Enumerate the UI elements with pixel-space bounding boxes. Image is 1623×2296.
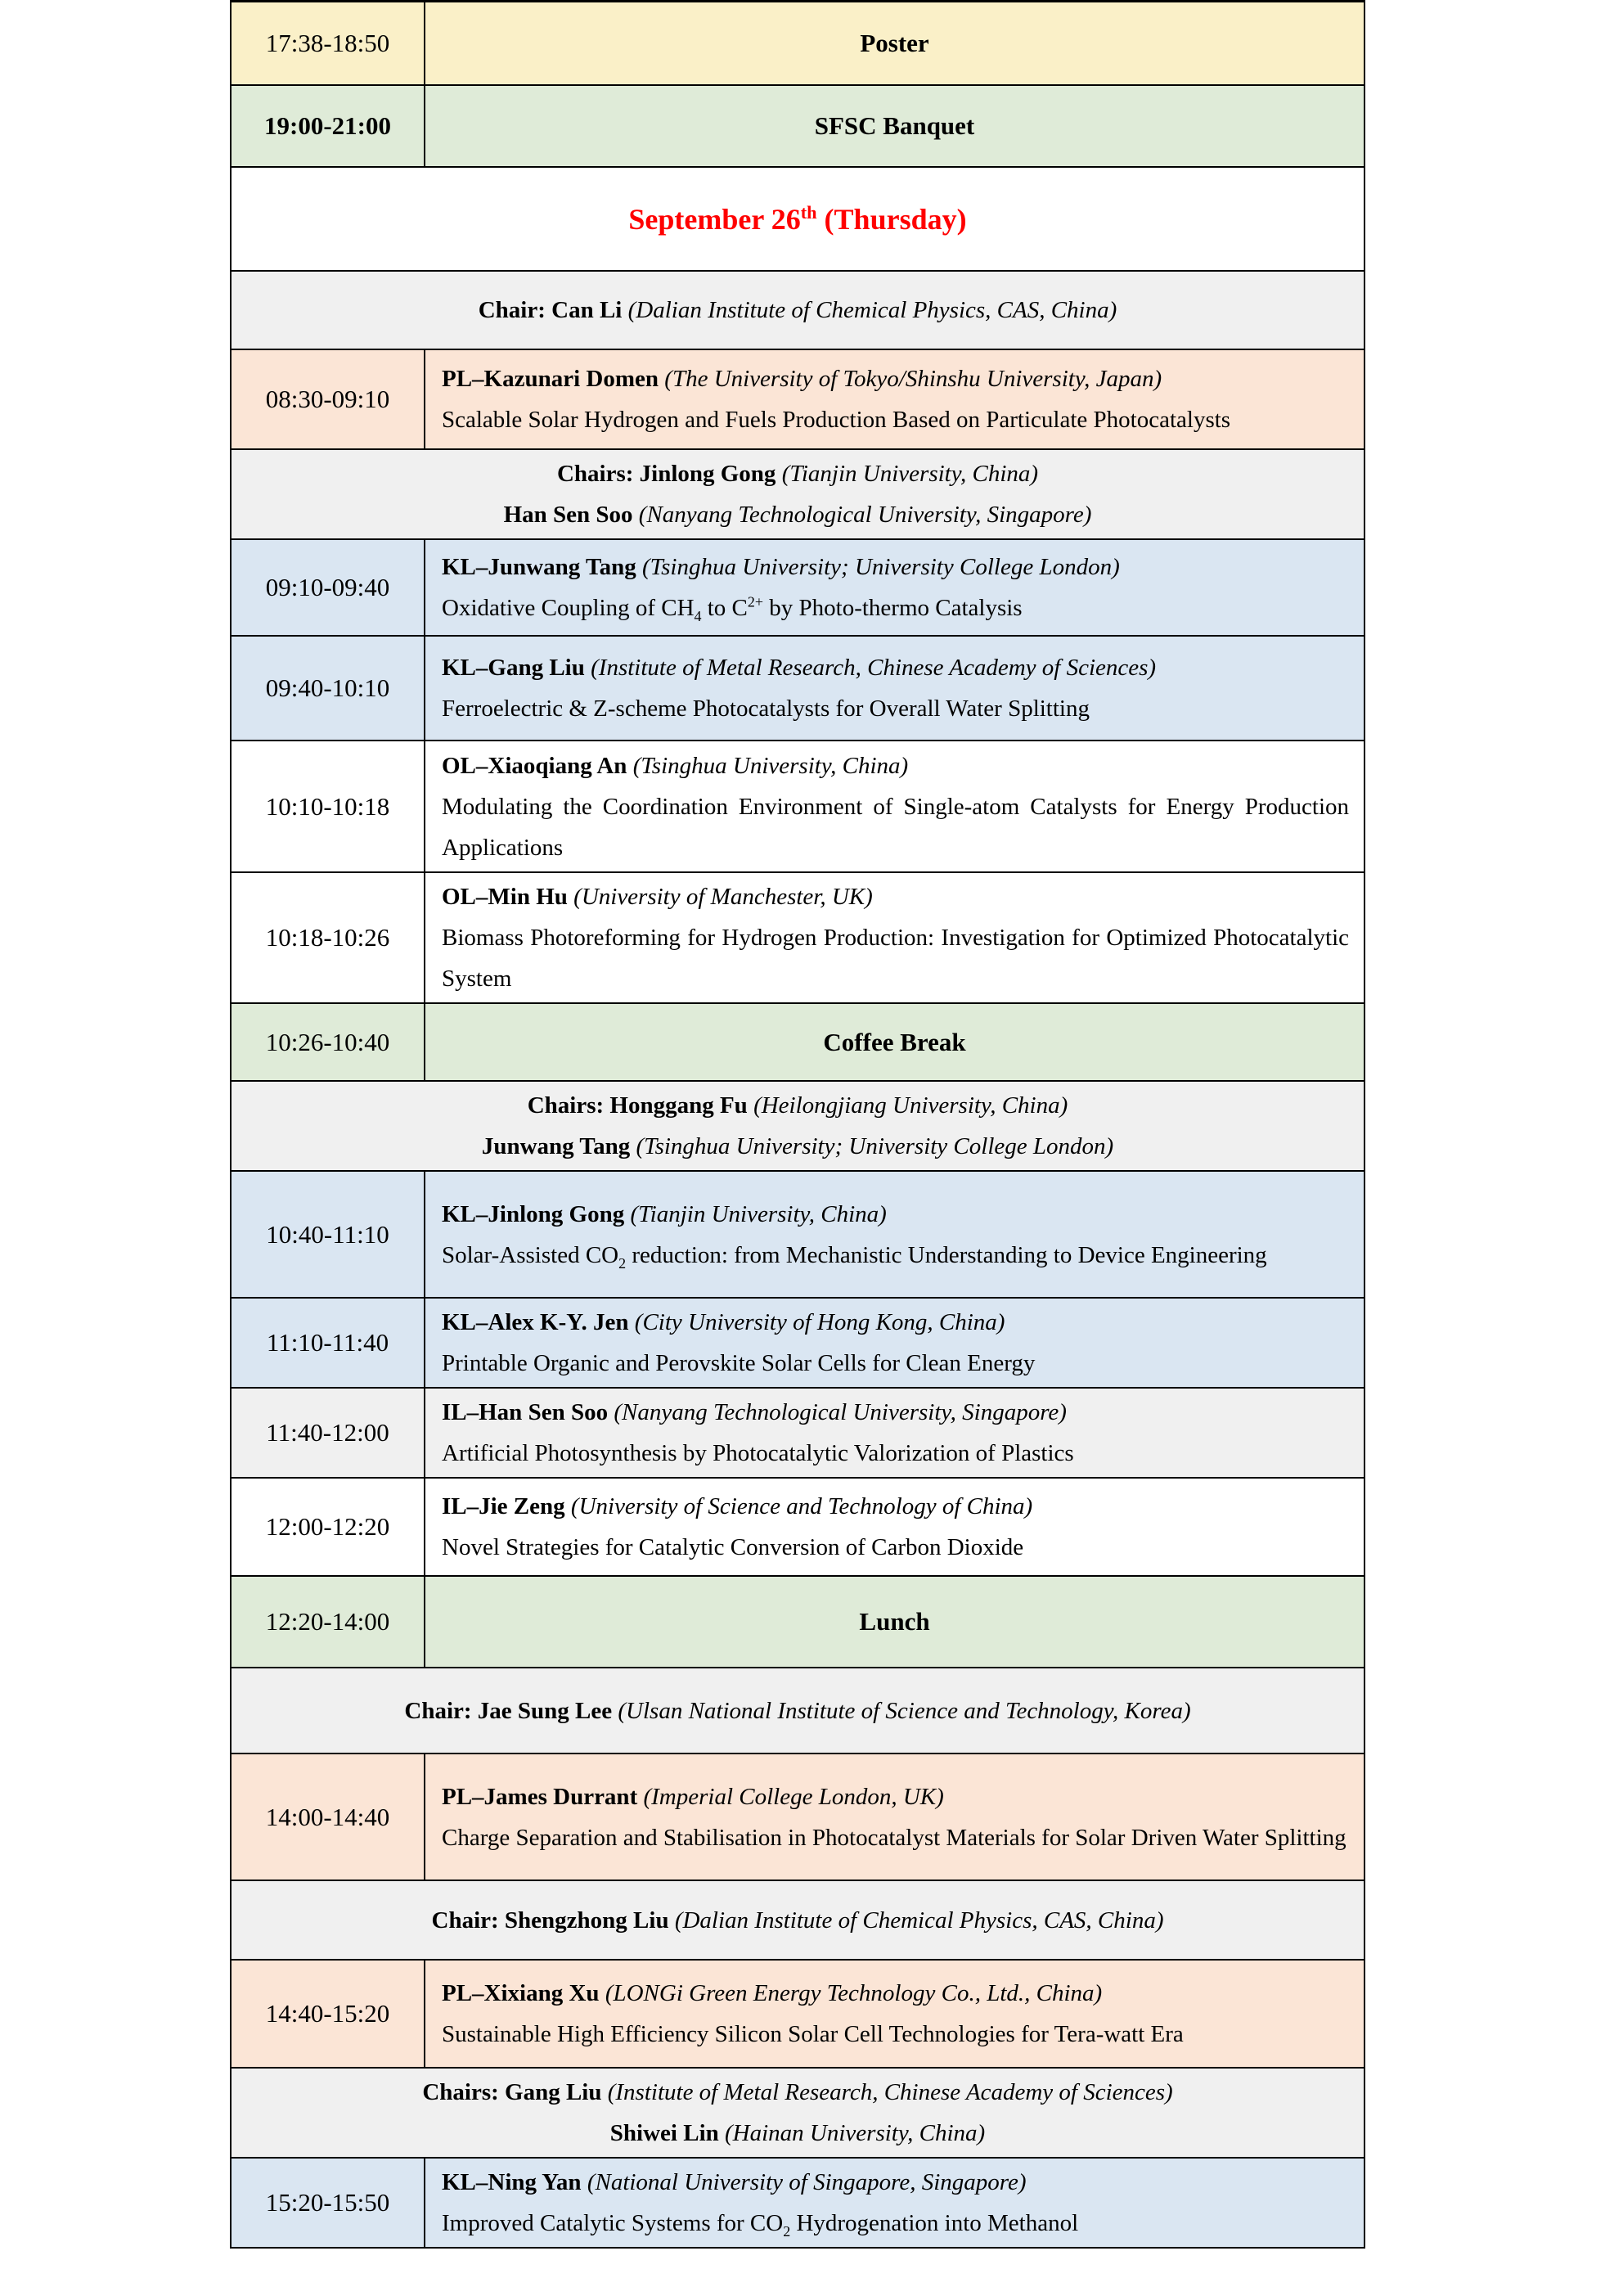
text-segment: Ferroelectric & Z-scheme Photocatalysts for Overall Water Splitting <box>442 696 1090 722</box>
time-cell <box>232 86 425 166</box>
text-segment: Biomass Photoreforming for Hydrogen Production: Investigation for Optimized Photocatalytic System <box>442 925 1349 992</box>
content-cell <box>425 1299 1364 1387</box>
chair-affiliation: (Ulsan National Institute of Science and Technology, Korea) <box>618 1697 1191 1724</box>
talk-title <box>442 1235 1349 1276</box>
text-segment: Charge Separation and Stabilisation in Photocatalyst Materials for Solar Driven Water Splitting <box>442 1824 1347 1851</box>
talk-title <box>442 399 1349 440</box>
talk-title <box>442 1433 1349 1474</box>
text-segment: Novel Strategies for Catalytic Conversion of Carbon Dioxide <box>442 1534 1024 1560</box>
speaker-name: PL–Kazunari Domen <box>442 366 659 392</box>
time-label: 10:10-10:18 <box>265 791 390 821</box>
speaker-line <box>442 1302 1349 1343</box>
speaker-affiliation: (National University of Singapore, Singapore) <box>587 2169 1027 2195</box>
text-segment: Solar-Assisted CO <box>442 1241 619 1268</box>
talk-title <box>442 1817 1349 1858</box>
speaker-line <box>442 1486 1349 1527</box>
talk-title <box>442 2014 1349 2055</box>
speaker-line <box>442 876 1349 917</box>
speaker-line <box>442 2162 1349 2203</box>
speaker-name: PL–Xixiang Xu <box>442 1980 600 2006</box>
chair-affiliation: (Institute of Metal Research, Chinese Academy of Sciences) <box>607 2079 1173 2105</box>
time-cell <box>232 1754 425 1880</box>
time-label: 12:00-12:20 <box>265 1512 390 1541</box>
schedule-row <box>232 1389 1364 1479</box>
schedule-row <box>232 741 1364 873</box>
time-label: 19:00-21:00 <box>264 111 391 140</box>
text-segment: September 26 <box>628 202 801 236</box>
time-cell <box>232 1577 425 1667</box>
chair-name: Han Sen Soo <box>503 502 633 528</box>
chair-line <box>248 453 1347 494</box>
speaker-affiliation: (University of Manchester, UK) <box>573 884 873 910</box>
time-label: 08:30-09:10 <box>265 385 390 413</box>
text-segment: to C <box>701 595 748 621</box>
time-cell <box>232 1389 425 1477</box>
speaker-affiliation: (Nanyang Technological University, Singapore) <box>614 1399 1067 1425</box>
schedule-row <box>232 2159 1364 2247</box>
text-segment: (Thursday) <box>816 202 967 236</box>
chair-affiliation: (Hainan University, China) <box>725 2120 986 2146</box>
talk-title <box>442 1527 1349 1568</box>
chair-cell <box>232 1881 1364 1959</box>
date-header <box>628 200 966 238</box>
schedule-row <box>232 1004 1364 1082</box>
speaker-name: PL–James Durrant <box>442 1783 638 1810</box>
speaker-line <box>442 358 1349 399</box>
talk-title <box>442 2203 1349 2244</box>
chair-affiliation: (Dalian Institute of Chemical Physics, CAS, China) <box>627 297 1117 323</box>
talk-title <box>442 917 1349 999</box>
text-segment: Printable Organic and Perovskite Solar Cells for Clean Energy <box>442 1350 1036 1376</box>
speaker-name: OL–Xiaoqiang An <box>442 752 627 779</box>
time-label: 14:00-14:40 <box>265 1802 390 1831</box>
schedule-row <box>232 1961 1364 2069</box>
superscript-text: 2+ <box>747 593 764 610</box>
content-cell <box>425 1479 1364 1575</box>
time-label: 11:10-11:40 <box>266 1328 389 1357</box>
time-cell <box>232 350 425 448</box>
speaker-name: KL–Alex K-Y. Jen <box>442 1309 629 1335</box>
time-cell <box>232 741 425 871</box>
text-segment: reduction: from Mechanistic Understanding to Device Engineering <box>626 1241 1267 1268</box>
time-label: 11:40-12:00 <box>266 1418 389 1447</box>
chair-cell <box>232 272 1364 349</box>
time-cell <box>232 2159 425 2247</box>
time-label: 17:38-18:50 <box>265 29 390 57</box>
speaker-affiliation: (Tsinghua University, China) <box>632 752 909 779</box>
time-label: 10:26-10:40 <box>265 1027 390 1056</box>
speaker-affiliation: (Tianjin University, China) <box>630 1200 887 1227</box>
speaker-affiliation: (Imperial College London, UK) <box>643 1783 944 1810</box>
chair-affiliation: (Heilongjiang University, China) <box>753 1092 1068 1119</box>
schedule-table <box>230 0 1365 2249</box>
chair-line <box>248 1126 1347 1167</box>
time-cell <box>232 637 425 740</box>
text-segment: Improved Catalytic Systems for CO <box>442 2210 784 2236</box>
event-label: Poster <box>860 29 929 57</box>
content-cell <box>425 637 1364 740</box>
chair-name: Chair: Shengzhong Liu <box>431 1907 669 1934</box>
time-cell <box>232 873 425 1002</box>
chair-line <box>248 1085 1347 1126</box>
chair-affiliation: (Tianjin University, China) <box>781 461 1039 487</box>
text-segment: Modulating the Coordination Environment of Single-atom Catalysts for Energy Production Applications <box>442 793 1349 861</box>
time-cell <box>232 1004 425 1080</box>
speaker-name: KL–Gang Liu <box>442 655 585 681</box>
text-segment: Scalable Solar Hydrogen and Fuels Production Based on Particulate Photocatalysts <box>442 407 1231 433</box>
schedule-row <box>232 1082 1364 1172</box>
chair-affiliation: (Dalian Institute of Chemical Physics, CAS, China) <box>674 1907 1164 1934</box>
time-label: 15:20-15:50 <box>265 2188 390 2217</box>
chair-cell <box>232 2069 1364 2157</box>
time-label: 09:40-10:10 <box>265 673 390 702</box>
time-cell <box>232 1172 425 1297</box>
schedule-row <box>232 540 1364 637</box>
schedule-row <box>232 86 1364 168</box>
schedule-row <box>232 450 1364 540</box>
chair-name: Shiwei Lin <box>609 2120 719 2146</box>
schedule-row <box>232 873 1364 1004</box>
talk-title <box>442 588 1349 628</box>
event-label: Lunch <box>859 1607 930 1636</box>
chair-cell <box>232 1668 1364 1753</box>
subscript-text: 4 <box>694 607 702 624</box>
time-cell <box>232 540 425 635</box>
talk-title <box>442 786 1349 868</box>
content-cell <box>425 1004 1364 1080</box>
chair-affiliation: (Nanyang Technological University, Singapore) <box>638 502 1092 528</box>
chair-name: Chairs: Gang Liu <box>422 2079 602 2105</box>
chair-line <box>248 494 1347 535</box>
schedule-row <box>232 2 1364 86</box>
chair-line <box>248 2072 1347 2113</box>
speaker-affiliation: (The University of Tokyo/Shinshu University, Japan) <box>664 366 1162 392</box>
text-segment: by Photo-thermo Catalysis <box>763 595 1023 621</box>
content-cell <box>425 2 1364 84</box>
content-cell <box>425 1172 1364 1297</box>
content-cell <box>425 1389 1364 1477</box>
time-cell <box>232 1479 425 1575</box>
talk-title <box>442 688 1349 729</box>
speaker-name: IL–Han Sen Soo <box>442 1399 609 1425</box>
chair-line <box>248 290 1347 331</box>
subscript-text: 2 <box>783 2222 791 2240</box>
content-cell <box>425 86 1364 166</box>
speaker-line <box>442 1194 1349 1235</box>
time-label: 10:40-11:10 <box>266 1219 389 1249</box>
schedule-row <box>232 1299 1364 1389</box>
speaker-name: IL–Jie Zeng <box>442 1493 565 1519</box>
content-cell <box>425 1754 1364 1880</box>
chair-line <box>248 1690 1347 1731</box>
chair-affiliation: (Tsinghua University; University College London) <box>636 1133 1114 1159</box>
schedule-row <box>232 1754 1364 1881</box>
schedule-row <box>232 272 1364 350</box>
schedule-row <box>232 1479 1364 1577</box>
subscript-text: 2 <box>618 1254 627 1272</box>
speaker-name: KL–Junwang Tang <box>442 554 636 580</box>
event-label: Coffee Break <box>823 1027 966 1056</box>
chair-name: Junwang Tang <box>481 1133 631 1159</box>
speaker-name: KL–Jinlong Gong <box>442 1200 625 1227</box>
speaker-line <box>442 1776 1349 1817</box>
speaker-affiliation: (LONGi Green Energy Technology Co., Ltd., China) <box>605 1980 1103 2006</box>
speaker-affiliation: (City University of Hong Kong, China) <box>634 1309 1005 1335</box>
speaker-line <box>442 745 1349 786</box>
chair-line <box>248 2113 1347 2154</box>
speaker-affiliation: (Institute of Metal Research, Chinese Academy of Sciences) <box>591 655 1157 681</box>
talk-title <box>442 1343 1349 1384</box>
time-label: 14:40-15:20 <box>265 1999 390 2028</box>
speaker-line <box>442 547 1349 588</box>
speaker-line <box>442 647 1349 688</box>
schedule-row <box>232 1172 1364 1299</box>
speaker-name: OL–Min Hu <box>442 884 568 910</box>
schedule-row <box>232 1881 1364 1961</box>
schedule-row <box>232 2069 1364 2159</box>
chair-name: Chairs: Honggang Fu <box>527 1092 748 1119</box>
content-cell <box>425 1577 1364 1667</box>
schedule-row <box>232 350 1364 450</box>
time-label: 10:18-10:26 <box>265 923 390 952</box>
schedule-row <box>232 637 1364 741</box>
time-label: 12:20-14:00 <box>265 1607 390 1636</box>
text-segment: Sustainable High Efficiency Silicon Solar Cell Technologies for Tera-watt Era <box>442 2021 1184 2047</box>
date-header-cell <box>232 168 1364 270</box>
time-cell <box>232 2 425 84</box>
content-cell <box>425 350 1364 448</box>
event-label: SFSC Banquet <box>814 111 975 140</box>
content-cell <box>425 741 1364 871</box>
chair-name: Chair: Can Li <box>478 297 623 323</box>
schedule-row <box>232 168 1364 272</box>
content-cell <box>425 1961 1364 2067</box>
content-cell <box>425 540 1364 635</box>
schedule-row <box>232 1668 1364 1754</box>
time-cell <box>232 1961 425 2067</box>
speaker-name: KL–Ning Yan <box>442 2169 582 2195</box>
content-cell <box>425 2159 1364 2247</box>
superscript-text: th <box>800 201 817 223</box>
time-label: 09:10-09:40 <box>265 573 390 601</box>
chair-name: Chair: Jae Sung Lee <box>404 1697 613 1724</box>
speaker-affiliation: (University of Science and Technology of China) <box>570 1493 1033 1519</box>
chair-name: Chairs: Jinlong Gong <box>556 461 776 487</box>
chair-cell <box>232 450 1364 538</box>
time-cell <box>232 1299 425 1387</box>
chair-line <box>248 1900 1347 1941</box>
speaker-line <box>442 1973 1349 2014</box>
schedule-row <box>232 1577 1364 1668</box>
speaker-line <box>442 1392 1349 1433</box>
chair-cell <box>232 1082 1364 1170</box>
text-segment: Artificial Photosynthesis by Photocatalytic Valorization of Plastics <box>442 1440 1074 1466</box>
text-segment: Hydrogenation into Methanol <box>790 2210 1079 2236</box>
content-cell <box>425 873 1364 1002</box>
text-segment: Oxidative Coupling of CH <box>442 595 695 621</box>
speaker-affiliation: (Tsinghua University; University College London) <box>642 554 1120 580</box>
